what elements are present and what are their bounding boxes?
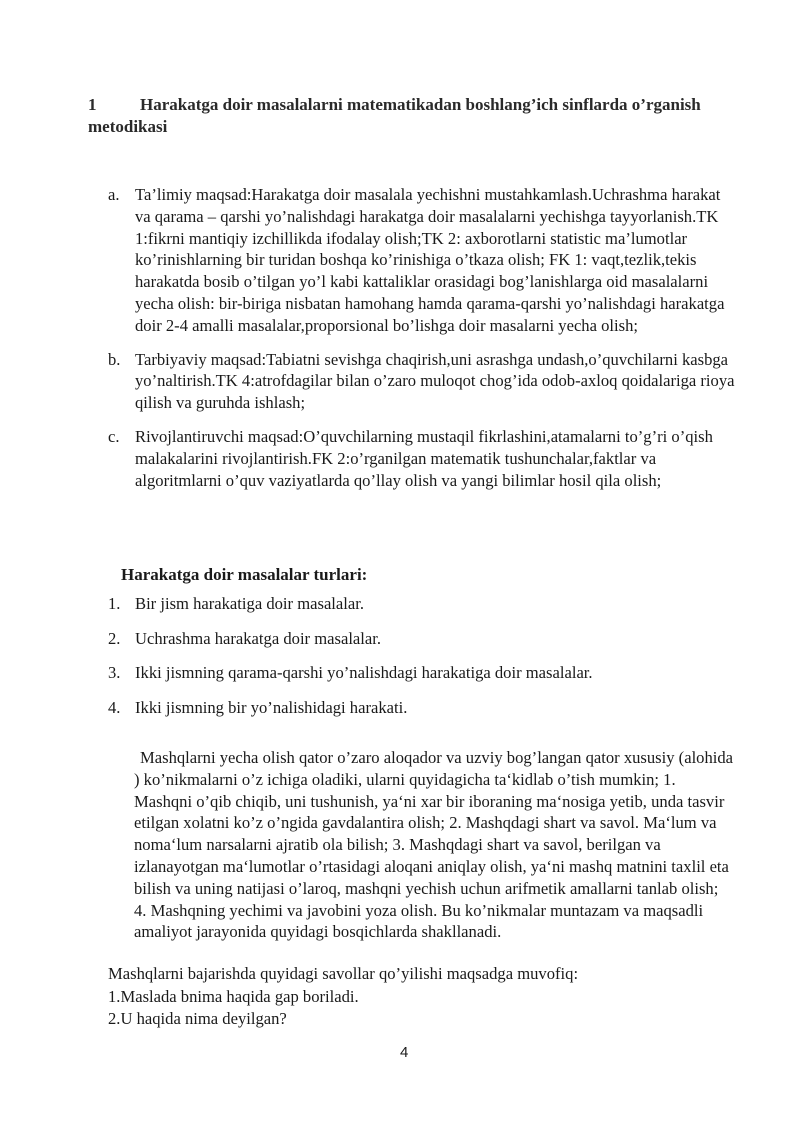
type-text: Bir jism harakatiga doir masalalar. — [135, 594, 365, 613]
types-heading: Harakatga doir masalalar turlari: — [121, 565, 368, 584]
section-title: Harakatga doir masalalarni matematikadan boshlang’ich sinflarda o’rganish metodikasi — [88, 95, 701, 136]
type-text: Ikki jismning bir yo’nalishidagi harakati. — [135, 697, 408, 717]
question-line: 2.U haqida nima deyilgan? — [108, 1009, 287, 1028]
type-item — [108, 628, 728, 650]
type-text: Uchrashma harakatga doir masalalar. — [135, 628, 382, 648]
type-item — [108, 662, 728, 684]
questions-block — [108, 963, 748, 1031]
body-paragraph: Mashqlarni yecha olish qator o’zaro aloqador va uzviy bog’langan qator xususiy (alohida ) ko’nikmalarni o’z ichiga oladiki, ularni quyidagicha ta‘kidlab o’tish mumkin; 1. Mashqni o’qib chiqib, uni tushunish, ya‘ni xar bir iboraning ma‘nosiga yetib, unda tasvir etilgan xolatni ko’z o’ngida gavdalantira olish; 2. Mashqdagi shart va savol. Ma‘lum va noma‘lum narsalarni ajratib ola bilish; 3. Mashqdagi shart va savol, berilgan va izlanayotgan ma‘lumotlar o’rtasidagi aloqani aniqlay olish, ya‘ni mashq matnini taxlil eta bilish va uning natijasi o’laroq, mashqni yechish uchun arifmetik amallarni tanlab olish; 4. Mashqning yechimi va javobini yoza olish. Bu ko’nikmalar muntazam va maqsadli amaliyot jarayonida quyidagi bosqichlarda shakllanadi. — [134, 748, 734, 942]
goal-item — [108, 349, 736, 414]
section-number: 1 — [88, 95, 97, 114]
goal-text: Rivojlantiruvchi maqsad:O’quvchilarning mustaqil fikrlashini,atamalarni to’g’ri o’qish malakalarini rivojlantirish.FK 2:o’rganilgan matematik tushunchalar,faktlar va algoritmlarni o’quv vaziyatlarda qo’llay olish va yangi bilimlar hosil qila olish; — [135, 426, 713, 490]
goal-item — [108, 426, 736, 491]
list-marker: b. — [108, 349, 121, 369]
type-item — [108, 697, 728, 719]
list-marker: 1. — [108, 594, 121, 613]
type-item — [108, 593, 728, 615]
page-number: 4 — [400, 1044, 409, 1061]
questions-intro: Mashqlarni bajarishda quyidagi savollar qo’yilishi maqsadga muvofiq: — [108, 964, 579, 983]
goal-text: Tarbiyaviy maqsad:Tabiatni sevishga chaqirish,uni asrashga undash,o’quvchilarni kasbga yo’naltirish.TK 4:atrofdagilar bilan o’zaro muloqot chog’ida odob-axloq qoidalariga rioya qilish va guruhda ishlash; — [135, 349, 735, 413]
type-text: Ikki jismning qarama-qarshi yo’nalishdagi harakatiga doir masalalar. — [135, 663, 593, 682]
types-list — [108, 593, 728, 731]
list-marker: 2. — [108, 628, 121, 648]
list-marker: 3. — [108, 663, 121, 682]
list-marker: c. — [108, 426, 120, 446]
list-marker: a. — [108, 185, 120, 204]
goals-list — [108, 184, 736, 503]
goal-text: Ta’limiy maqsad:Harakatga doir masalala yechishni mustahkamlash.Uchrashma harakat va qarama – qarshi yo’nalishdagi harakatga doir masalalarni yechishga tayyorlanish.TK 1:fikrni mantiqiy izchillikda ifodalay olish;TK 2: axborotlarni statistic ma’lumotlar ko’rinishlarning bir turidan boshqa ko’rinishiga o’tkaza olish; FK 1: vaqt,tezlik,tekis harakatda bosib o’tilgan yo’l kabi kattaliklar orasidagi bog’lanishlarga oid masalalarni yecha olish: bir-biriga nisbatan hamohang hamda qarama-qarshi yo’nalishdagi harakatga doir 2-4 amalli masalalar,proporsional bo’lishga doir masalarni yecha olish; — [135, 185, 725, 335]
list-marker: 4. — [108, 697, 121, 717]
section-heading — [88, 94, 728, 138]
goal-item — [108, 184, 736, 337]
question-line: 1.Maslada bnima haqida gap boriladi. — [108, 986, 359, 1006]
